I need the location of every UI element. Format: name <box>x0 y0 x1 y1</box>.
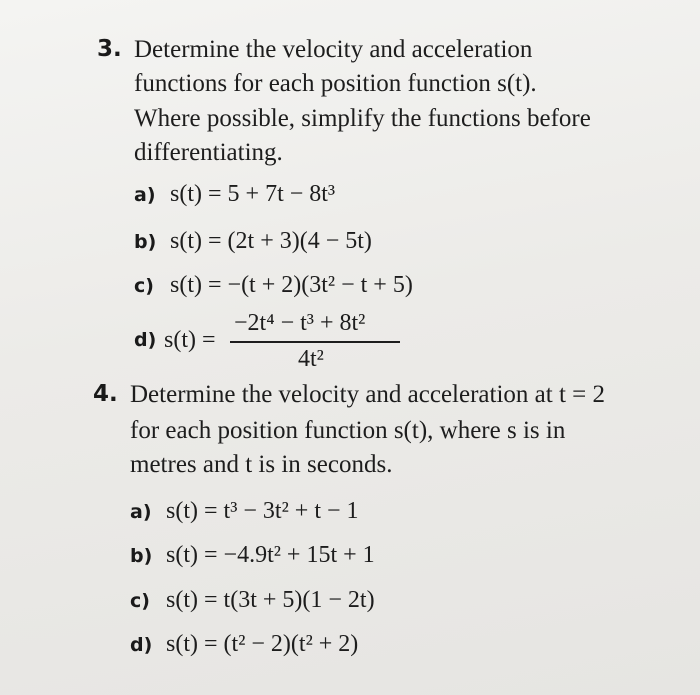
problem-4-line-1: Determine the velocity and acceleration at t = 2 <box>130 381 605 408</box>
problem-4-line-2: for each position function s(t), where s is in <box>130 417 566 444</box>
part-label: b) <box>130 545 153 567</box>
problem-4-part-a <box>130 499 359 523</box>
problem-3-number: 3. <box>97 36 122 62</box>
part-label: a) <box>130 501 152 523</box>
part-label: d) <box>134 329 157 351</box>
part-label: b) <box>134 231 157 253</box>
problem-3-line-2: functions for each position function s(t). <box>134 70 537 97</box>
fraction-denominator: 4t² <box>298 346 324 372</box>
part-label: c) <box>130 590 150 612</box>
position-function-expression: s(t) = t(3t + 5)(1 − 2t) <box>166 587 375 613</box>
fraction-numerator: −2t⁴ − t³ + 8t² <box>234 310 366 336</box>
position-function-expression: s(t) = (t² − 2)(t² + 2) <box>166 631 359 657</box>
position-function-expression: s(t) = 5 + 7t − 8t³ <box>170 181 336 207</box>
position-function-expression: s(t) = −(t + 2)(3t² − t + 5) <box>170 272 413 298</box>
position-function-expression: s(t) = t³ − 3t² + t − 1 <box>166 498 359 524</box>
position-function-expression: s(t) = −4.9t² + 15t + 1 <box>166 542 375 568</box>
problem-4-part-d <box>130 632 358 656</box>
problem-3-part-a <box>134 182 335 206</box>
problem-4-number: 4. <box>93 381 118 407</box>
problem-3-part-c <box>134 273 413 297</box>
problem-4-line-3: metres and t is in seconds. <box>130 451 393 478</box>
part-label: d) <box>130 634 153 656</box>
fraction-lhs: s(t) = <box>164 327 216 353</box>
part-label: a) <box>134 184 156 206</box>
position-function-expression: s(t) = (2t + 3)(4 − 5t) <box>170 228 372 254</box>
problem-3-line-4: differentiating. <box>134 139 283 166</box>
problem-3-line-3: Where possible, simplify the functions before <box>134 105 591 132</box>
problem-3-line-1: Determine the velocity and acceleration <box>134 36 533 63</box>
fraction-bar <box>230 341 400 343</box>
part-label: c) <box>134 275 154 297</box>
problem-4-part-c <box>130 588 375 612</box>
problem-3-part-b <box>134 229 372 253</box>
problem-4-part-b <box>130 543 375 567</box>
